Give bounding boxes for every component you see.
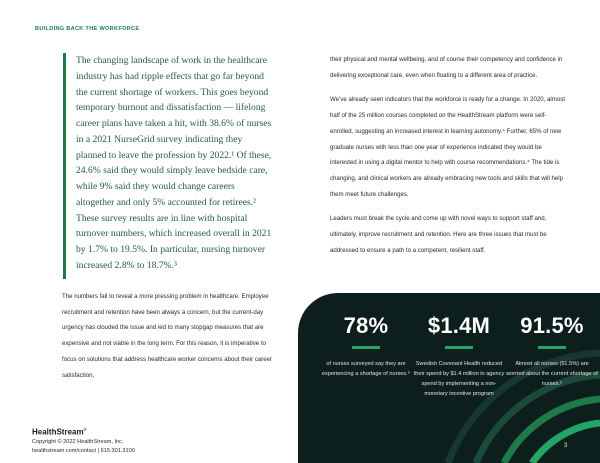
stat-nurses-worried <box>506 313 598 389</box>
healthstream-logo: HealthStream® <box>32 427 87 437</box>
body-column-left <box>62 289 274 392</box>
footer <box>32 438 135 456</box>
stat-value: 91.5% <box>520 313 584 338</box>
stat-value: $1.4M <box>427 313 491 338</box>
body-column-right <box>330 52 566 267</box>
stat-description: Almost all nurses (91.5%) are worried about the current shortage of nurses.⁵ <box>506 361 598 387</box>
quote-accent-bar <box>63 53 66 279</box>
copyright-text: Copyright © 2022 HealthStream, Inc. <box>32 439 124 445</box>
pull-quote <box>76 53 274 274</box>
stat-nurse-shortage <box>320 313 412 379</box>
stat-value: 78% <box>343 313 389 338</box>
stats-panel <box>298 293 600 463</box>
page-number: 3 <box>564 443 568 449</box>
stat-description: of nurses surveyed say they are experiencing a shortage of nurses.⁵ <box>321 361 411 377</box>
stat-description: Swedish Covenant Health reduced their spend by $1.4 million in agency spend by implementing a non-monetary incentive program <box>413 361 505 397</box>
stat-agency-spend <box>413 313 505 399</box>
body-paragraph: We’ve already seen indicators that the workforce is ready for a change. In 2020, almost half of the 25 million courses completed on the HealthStream platform were self-enrolled, suggesting an increased interest in learning autonomy.⁴ Further, 65% of new graduate nurses with less than one year of experience indicated they would be interested in using a digital mentor to help with course recommendations.⁴ The tide is changing, and clinical workers are already embracing new tools and skills that will help them meet future challenges. <box>330 96 565 198</box>
body-paragraph: their physical and mental wellbeing, and of course their competency and confidence in delivering exceptional care, even when floating to a different area of practice. <box>330 56 563 79</box>
body-paragraph: The numbers fail to reveal a more pressing problem in healthcare. Employee recruitment and retention have been always a concern, but the current-day urgency has clouded the issue and led to many stopgap measures that are expensive and not viable in the long term. For this reason, it is imperative to focus on solutions that address healthcare worker concerns about their career satisfaction, <box>62 293 273 379</box>
contact-link[interactable]: healthstream.com/contact | 615.301.3100 <box>32 448 135 454</box>
stat-underline <box>538 346 566 349</box>
section-header: BUILDING BACK THE WORKFORCE <box>35 26 140 32</box>
stat-underline <box>445 346 473 349</box>
pull-quote-text: The changing landscape of work in the healthcare industry has had ripple effects that go far beyond the current shortage of workers. This goes beyond temporary burnout and dissatisfaction — lifelong career plans have taken a hit, with 38.6% of nurses in a 2021 NurseGrid survey indicating they planned to leave the profession by 2022.¹ Of these, 24.6% said they would simply leave bedside care, while 9% said they would change careers altogether and only 5% accounted for retirees.² These survey results are in line with hospital turnover numbers, which increased overall in 2021 by 1.7% to 19.5%. In particular, nursing turnover increased 2.8% to 18.7%.³ <box>76 55 272 271</box>
stat-underline <box>352 346 380 349</box>
body-paragraph: Leaders must break the cycle and come up with novel ways to support staff and, ultimately, improve recruitment and retention. Here are three issues that must be addressed to ensure a path to a competent, resilient staff. <box>330 215 547 254</box>
